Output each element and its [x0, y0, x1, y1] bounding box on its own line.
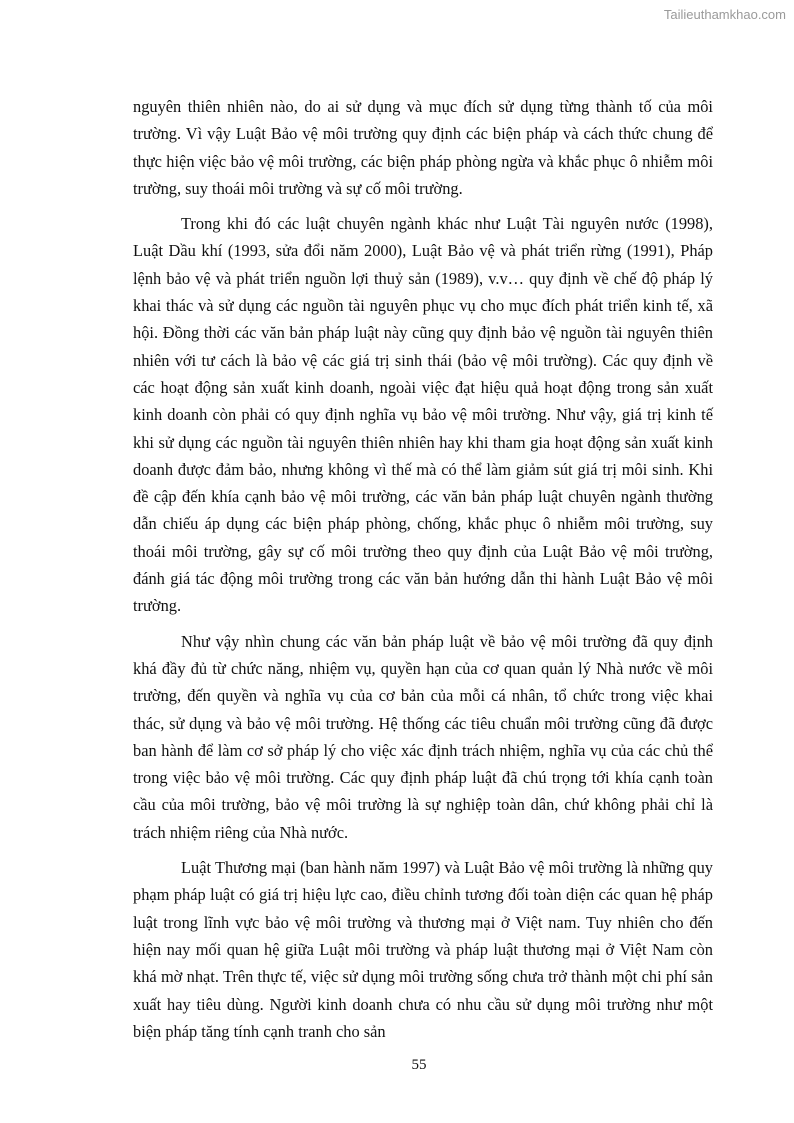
- document-body: [133, 93, 713, 1053]
- page-number: 55: [411, 1057, 427, 1073]
- paragraph-1: nguyên thiên nhiên nào, do ai sử dụng và mục đích sử dụng từng thành tố của môi trường. Vì vậy Luật Bảo vệ môi trường quy định các biện pháp và cách thức chung để thực hiện việc bảo vệ môi trường, các biện pháp phòng ngừa và khắc phục ô nhiễm môi trường, suy thoái môi trường và sự cố môi trường.: [133, 97, 713, 198]
- paragraph-2: Trong khi đó các luật chuyên ngành khác như Luật Tài nguyên nước (1998), Luật Dầu khí (1993, sửa đổi năm 2000), Luật Bảo vệ và phát triển rừng (1991), Pháp lệnh bảo vệ và phát triển nguồn lợi thuỷ sản (1989), v.v… quy định về chế độ pháp lý khai thác và sử dụng các nguồn tài nguyên phục vụ cho mục đích phát triển kinh tế, xã hội. Đồng thời các văn bản pháp luật này cũng quy định bảo vệ nguồn tài nguyên thiên nhiên với tư cách là bảo vệ các giá trị sinh thái (bảo vệ môi trường). Các quy định về các hoạt động sản xuất kinh doanh, ngoài việc đạt hiệu quả hoạt động trong sản xuất kinh doanh còn phải có quy định nghĩa vụ bảo vệ môi trường. Như vậy, giá trị kinh tế khi sử dụng các nguồn tài nguyên thiên nhiên hay khi tham gia hoạt động sản xuất kinh doanh được đảm bảo, nhưng không vì thế mà có thể làm giảm sút giá trị môi sinh. Khi đề cập đến khía cạnh bảo vệ môi trường, các văn bản pháp luật chuyên ngành thường dẫn chiếu áp dụng các biện pháp phòng, chống, khắc phục ô nhiễm môi trường, suy thoái môi trường, gây sự cố môi trường theo quy định của Luật Bảo vệ môi trường, đánh giá tác động môi trường trong các văn bản hướng dẫn thi hành Luật Bảo vệ môi trường.: [133, 214, 713, 616]
- watermark-text: Tailieuthamkhao.com: [663, 7, 786, 22]
- paragraph-4: Luật Thương mại (ban hành năm 1997) và Luật Bảo vệ môi trường là những quy phạm pháp luật có giá trị hiệu lực cao, điều chỉnh tương đối toàn diện các quan hệ pháp luật trong lĩnh vực bảo vệ môi trường và thương mại ở Việt nam. Tuy nhiên cho đến hiện nay mối quan hệ giữa Luật môi trường và pháp luật thương mại ở Việt Nam còn khá mờ nhạt. Trên thực tế, việc sử dụng môi trường sống chưa trở thành một chi phí sản xuất hay tiêu dùng. Người kinh doanh chưa có nhu cầu sử dụng môi trường như một biện pháp tăng tính cạnh tranh cho sản: [133, 858, 713, 1041]
- paragraph-3: Như vậy nhìn chung các văn bản pháp luật về bảo vệ môi trường đã quy định khá đầy đủ từ chức năng, nhiệm vụ, quyền hạn của cơ quan quản lý Nhà nước về môi trường, đến quyền và nghĩa vụ của cơ bản của mỗi cá nhân, tổ chức trong việc khai thác, sử dụng và bảo vệ môi trường. Hệ thống các tiêu chuẩn môi trường cũng đã được ban hành để làm cơ sở pháp lý cho việc xác định trách nhiệm, nghĩa vụ của các chủ thể trong việc bảo vệ môi trường. Các quy định pháp luật đã chú trọng tới khía cạnh toàn cầu của môi trường, bảo vệ môi trường là sự nghiệp toàn dân, chứ không phải chỉ là trách nhiệm riêng của Nhà nước.: [133, 631, 713, 842]
